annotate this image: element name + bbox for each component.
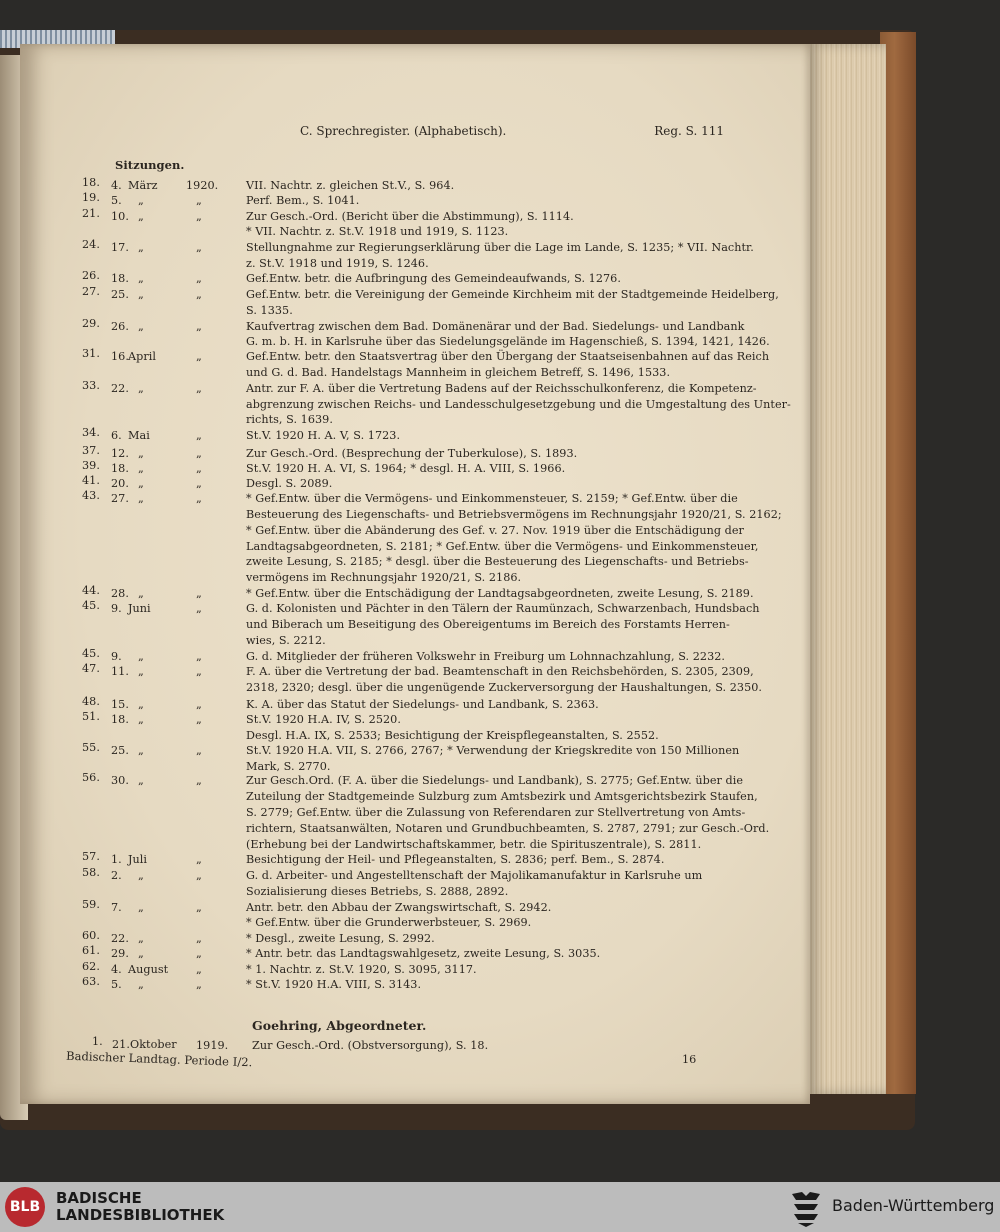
- entry-number: 21.: [82, 207, 100, 220]
- entry-text: * Gef.Entw. über die Abänderung des Gef. v. 27. Nov. 1919 über die Entschädigung der: [246, 524, 744, 537]
- entry-day: 25.: [111, 288, 129, 301]
- entry-year: „: [196, 241, 202, 254]
- entry-year: „: [196, 210, 202, 223]
- entry-year: 1919.: [196, 1039, 229, 1052]
- entry-number: 56.: [82, 771, 100, 784]
- entry-day: 21.: [112, 1038, 130, 1051]
- entry-text: St.V. 1920 H.A. VII, S. 2766, 2767; * Verwendung der Kriegskredite von 150 Millionen: [246, 744, 740, 757]
- entry-number: 31.: [82, 347, 100, 360]
- entry-number: 41.: [82, 474, 100, 487]
- entry-day: 1.: [111, 853, 122, 866]
- entry-day: 12.: [111, 447, 129, 460]
- entry-text: Gef.Entw. betr. den Staatsvertrag über den Übergang der Staatseisenbahnen auf das Reich: [246, 350, 770, 363]
- entry-text: richtern, Staatsanwälten, Notaren und Grundbuchbeamten, S. 2787, 2791; zur Gesch.-Ord.: [246, 822, 770, 835]
- entry-year: „: [196, 665, 202, 678]
- entry-text: Antr. betr. den Abbau der Zwangswirtschaft, S. 2942.: [246, 901, 552, 914]
- section-title-goehring: Goehring, Abgeordneter.: [252, 1018, 427, 1033]
- entry-month: August: [128, 963, 169, 976]
- entry-number: 62.: [82, 960, 100, 973]
- entry-month: „: [138, 774, 144, 787]
- entry-month: „: [138, 241, 144, 254]
- entry-month: „: [138, 288, 144, 301]
- entry-text: zweite Lesung, S. 2185; * desgl. über die Besteuerung des Liegenschafts- und Betriebs-: [246, 555, 749, 568]
- entry-year: „: [196, 869, 202, 882]
- entry-text: Zur Gesch.-Ord. (Besprechung der Tuberkulose), S. 1893.: [246, 447, 578, 460]
- entry-month: „: [138, 698, 144, 711]
- entry-day: 5.: [111, 194, 122, 207]
- entry-number: 33.: [82, 379, 100, 392]
- entry-text: Gef.Entw. betr. die Aufbringung des Gemeindeaufwands, S. 1276.: [246, 272, 621, 285]
- entry-month: „: [138, 272, 144, 285]
- entry-day: 10.: [111, 210, 129, 223]
- entry-number: 29.: [82, 317, 100, 330]
- entry-text: * St.V. 1920 H.A. VIII, S. 3143.: [246, 978, 422, 991]
- entry-number: 45.: [82, 647, 100, 660]
- library-name-line1: BADISCHE: [56, 1189, 142, 1207]
- entry-year: „: [196, 713, 202, 726]
- entry-month: „: [138, 320, 144, 333]
- entry-text: G. d. Mitglieder der früheren Volkswehr in Freiburg um Lohnnachzahlung, S. 2232.: [246, 650, 726, 663]
- entry-text: richts, S. 1639.: [246, 413, 333, 426]
- entry-text: z. St.V. 1918 und 1919, S. 1246.: [246, 257, 429, 270]
- entry-month: Juni: [128, 602, 151, 615]
- entry-number: 44.: [82, 584, 100, 597]
- library-name[interactable]: [56, 1190, 224, 1224]
- section-title-sitzungen: Sitzungen.: [115, 158, 185, 172]
- entry-text: F. A. über die Vertretung der bad. Beamtenschaft in den Reichsbehörden, S. 2305, 2309,: [246, 665, 754, 678]
- entry-year: „: [196, 602, 202, 615]
- entry-number: 1.: [92, 1035, 103, 1048]
- entry-text: * Gef.Entw. über die Vermögens- und Einkommensteuer, S. 2159; * Gef.Entw. über die: [246, 492, 738, 505]
- entry-text: * 1. Nachtr. z. St.V. 1920, S. 3095, 3117.: [246, 963, 477, 976]
- entry-number: 59.: [82, 898, 100, 911]
- entry-day: 29.: [111, 947, 129, 960]
- entry-text: * Desgl., zweite Lesung, S. 2992.: [246, 932, 435, 945]
- entry-month: „: [138, 492, 144, 505]
- entry-month: März: [128, 179, 158, 192]
- entry-text: Sozialisierung dieses Betriebs, S. 2888, 2892.: [246, 885, 509, 898]
- entry-number: 34.: [82, 426, 100, 439]
- entry-month: „: [138, 744, 144, 757]
- entry-text: * Gef.Entw. über die Entschädigung der Landtagsabgeordneten, zweite Lesung, S. 2189.: [246, 587, 754, 600]
- entry-day: 7.: [111, 901, 122, 914]
- entry-month: „: [138, 382, 144, 395]
- entry-day: 18.: [111, 713, 129, 726]
- entry-day: 18.: [111, 462, 129, 475]
- entry-day: 4.: [111, 179, 122, 192]
- entry-text: Mark, S. 2770.: [246, 760, 331, 773]
- blb-logo[interactable]: BLB: [5, 1187, 45, 1227]
- entry-year: „: [196, 429, 202, 442]
- entry-text: Zur Gesch.-Ord. (Bericht über die Abstimmung), S. 1114.: [246, 210, 574, 223]
- entry-day: 11.: [111, 665, 129, 678]
- entry-text: abgrenzung zwischen Reichs- und Landesschulgesetzgebung und die Umgestaltung des Unter-: [246, 398, 791, 411]
- entry-text: G. d. Kolonisten und Pächter in den Tälern der Raumünzach, Schwarzenbach, Hundsbach: [246, 602, 760, 615]
- entry-year: „: [196, 447, 202, 460]
- entry-year: „: [196, 272, 202, 285]
- entry-month: Mai: [128, 429, 150, 442]
- entry-year: „: [196, 382, 202, 395]
- entry-month: „: [138, 462, 144, 475]
- header-page-ref: Reg. S. 111: [654, 124, 724, 138]
- entry-text: wies, S. 2212.: [246, 634, 326, 647]
- entry-year: „: [196, 744, 202, 757]
- entry-year: „: [196, 947, 202, 960]
- entry-month: Juli: [128, 853, 148, 866]
- entry-number: 60.: [82, 929, 100, 942]
- entry-year: „: [196, 194, 202, 207]
- entry-month: „: [138, 978, 144, 991]
- entry-month: Oktober: [130, 1038, 177, 1051]
- entry-text: Besichtigung der Heil- und Pflegeanstalten, S. 2836; perf. Bem., S. 2874.: [246, 853, 665, 866]
- entry-text: Zur Gesch.Ord. (F. A. über die Siedelungs- und Landbank), S. 2775; Gef.Entw. über die: [246, 774, 744, 787]
- entry-day: 17.: [111, 241, 129, 254]
- entry-day: 30.: [111, 774, 129, 787]
- entry-number: 43.: [82, 489, 100, 502]
- coat-of-arms-icon: [788, 1188, 824, 1228]
- entry-text: K. A. über das Statut der Siedelungs- und Landbank, S. 2363.: [246, 698, 599, 711]
- entry-day: 9.: [111, 602, 122, 615]
- entry-day: 26.: [111, 320, 129, 333]
- entry-number: 63.: [82, 975, 100, 988]
- entry-month: „: [138, 194, 144, 207]
- entry-day: 20.: [111, 477, 129, 490]
- entry-month: „: [138, 587, 144, 600]
- entry-month: „: [138, 947, 144, 960]
- entry-day: 22.: [111, 932, 129, 945]
- entry-year: „: [196, 963, 202, 976]
- entry-year: „: [196, 462, 202, 475]
- entry-year: „: [196, 320, 202, 333]
- entry-day: 5.: [111, 978, 122, 991]
- entry-number: 39.: [82, 459, 100, 472]
- page-stack: [808, 44, 886, 1094]
- entry-text: vermögens im Rechnungsjahr 1920/21, S. 2186.: [246, 571, 522, 584]
- entry-text: S. 1335.: [246, 304, 293, 317]
- entry-day: 2.: [111, 869, 122, 882]
- entry-text: * Gef.Entw. über die Grunderwerbsteuer, S. 2969.: [246, 916, 532, 929]
- entry-day: 28.: [111, 587, 129, 600]
- entry-text: G. m. b. H. in Karlsruhe über das Siedelungsgelände im Hagenschieß, S. 1394, 1421, 1426.: [246, 335, 770, 348]
- entry-month: „: [138, 869, 144, 882]
- entry-number: 45.: [82, 599, 100, 612]
- entry-number: 55.: [82, 741, 100, 754]
- entry-text: * Antr. betr. das Landtagswahlgesetz, zweite Lesung, S. 3035.: [246, 947, 601, 960]
- entry-day: 27.: [111, 492, 129, 505]
- entry-month: „: [138, 713, 144, 726]
- entry-number: 58.: [82, 866, 100, 879]
- entry-number: 51.: [82, 710, 100, 723]
- entry-month: „: [138, 665, 144, 678]
- entry-day: 15.: [111, 698, 129, 711]
- entry-day: 4.: [111, 963, 122, 976]
- entry-number: 48.: [82, 695, 100, 708]
- entry-day: 6.: [111, 429, 122, 442]
- entry-text: G. d. Arbeiter- und Angestelltenschaft der Majolikamanufaktur in Karlsruhe um: [246, 869, 703, 882]
- entry-year: „: [196, 288, 202, 301]
- entry-month: April: [128, 350, 156, 363]
- footer-signature: Badischer Landtag. Periode I/2.: [65, 1048, 253, 1070]
- entry-day: 25.: [111, 744, 129, 757]
- entry-text: Stellungnahme zur Regierungserklärung über die Lage im Lande, S. 1235; * VII. Nachtr.: [246, 241, 754, 254]
- entry-year: „: [196, 350, 202, 363]
- entry-text: St.V. 1920 H.A. IV, S. 2520.: [246, 713, 401, 726]
- entry-year: „: [196, 774, 202, 787]
- entry-text: und Biberach um Beseitigung des Obereigentums im Bereich des Forstamts Herren-: [246, 618, 730, 631]
- entry-day: 22.: [111, 382, 129, 395]
- entry-text: Besteuerung des Liegenschafts- und Betriebsvermögens im Rechnungsjahr 1920/21, S. 2162;: [246, 508, 782, 521]
- entry-year: „: [196, 492, 202, 505]
- entry-text: Landtagsabgeordneten, S. 2181; * Gef.Entw. über die Vermögens- und Einkommensteuer,: [246, 540, 759, 553]
- entry-number: 37.: [82, 444, 100, 457]
- entry-day: 16.: [111, 350, 129, 363]
- entry-text: Perf. Bem., S. 1041.: [246, 194, 360, 207]
- entry-number: 61.: [82, 944, 100, 957]
- entry-number: 18.: [82, 176, 100, 189]
- entry-text: Antr. zur F. A. über die Vertretung Badens auf der Reichsschulkonferenz, die Kompetenz-: [246, 382, 757, 395]
- entry-year: „: [196, 901, 202, 914]
- entry-day: 18.: [111, 272, 129, 285]
- header-title: C. Sprechregister. (Alphabetisch).: [300, 124, 507, 138]
- entry-text: Zur Gesch.-Ord. (Obstversorgung), S. 18.: [252, 1039, 489, 1052]
- entry-text: St.V. 1920 H. A. V, S. 1723.: [246, 429, 401, 442]
- entry-text: (Erhebung bei der Landwirtschaftskammer, betr. die Spirituszentrale), S. 2811.: [246, 838, 702, 851]
- entry-text: Zuteilung der Stadtgemeinde Sulzburg zum Amtsbezirk und Amtsgerichtsbezirk Staufen,: [246, 790, 758, 803]
- entry-year: „: [196, 650, 202, 663]
- entry-text: und G. d. Bad. Handelstags Mannheim in gleichem Betreff, S. 1496, 1533.: [246, 366, 671, 379]
- entry-text: 2318, 2320; desgl. über die ungenügende Zuckerversorgung der Haushaltungen, S. 2350.: [246, 681, 763, 694]
- entry-month: „: [138, 650, 144, 663]
- entry-text: St.V. 1920 H. A. VI, S. 1964; * desgl. H. A. VIII, S. 1966.: [246, 462, 566, 475]
- sheet-number: 16: [682, 1053, 697, 1066]
- entry-month: „: [138, 210, 144, 223]
- library-name-line2: LANDESBIBLIOTHEK: [56, 1206, 225, 1224]
- entry-text: Gef.Entw. betr. die Vereinigung der Gemeinde Kirchheim mit der Stadtgemeinde Heidelberg,: [246, 288, 779, 301]
- entry-text: S. 2779; Gef.Entw. über die Zulassung von Referendaren zur Stellvertretung von Amts-: [246, 806, 746, 819]
- entry-year: „: [196, 932, 202, 945]
- entry-text: Desgl. S. 2089.: [246, 477, 333, 490]
- entry-year: „: [196, 477, 202, 490]
- entry-text: Desgl. H.A. IX, S. 2533; Besichtigung der Kreispflegeanstalten, S. 2552.: [246, 729, 659, 742]
- entry-number: 19.: [82, 191, 100, 204]
- entry-number: 47.: [82, 662, 100, 675]
- entry-year: 1920.: [186, 179, 219, 192]
- entry-number: 26.: [82, 269, 100, 282]
- entry-number: 24.: [82, 238, 100, 251]
- entry-number: 57.: [82, 850, 100, 863]
- entry-day: 9.: [111, 650, 122, 663]
- entry-year: „: [196, 978, 202, 991]
- entry-month: „: [138, 447, 144, 460]
- entry-month: „: [138, 477, 144, 490]
- entry-number: 27.: [82, 285, 100, 298]
- entry-text: Kaufvertrag zwischen dem Bad. Domänenärar und der Bad. Siedelungs- und Landbank: [246, 320, 745, 333]
- entry-month: „: [138, 901, 144, 914]
- entry-text: VII. Nachtr. z. gleichen St.V., S. 964.: [246, 179, 455, 192]
- entry-year: „: [196, 853, 202, 866]
- entry-text: * VII. Nachtr. z. St.V. 1918 und 1919, S. 1123.: [246, 225, 509, 238]
- entry-year: „: [196, 587, 202, 600]
- entry-month: „: [138, 932, 144, 945]
- state-name[interactable]: Baden-Württemberg: [832, 1196, 995, 1215]
- entry-year: „: [196, 698, 202, 711]
